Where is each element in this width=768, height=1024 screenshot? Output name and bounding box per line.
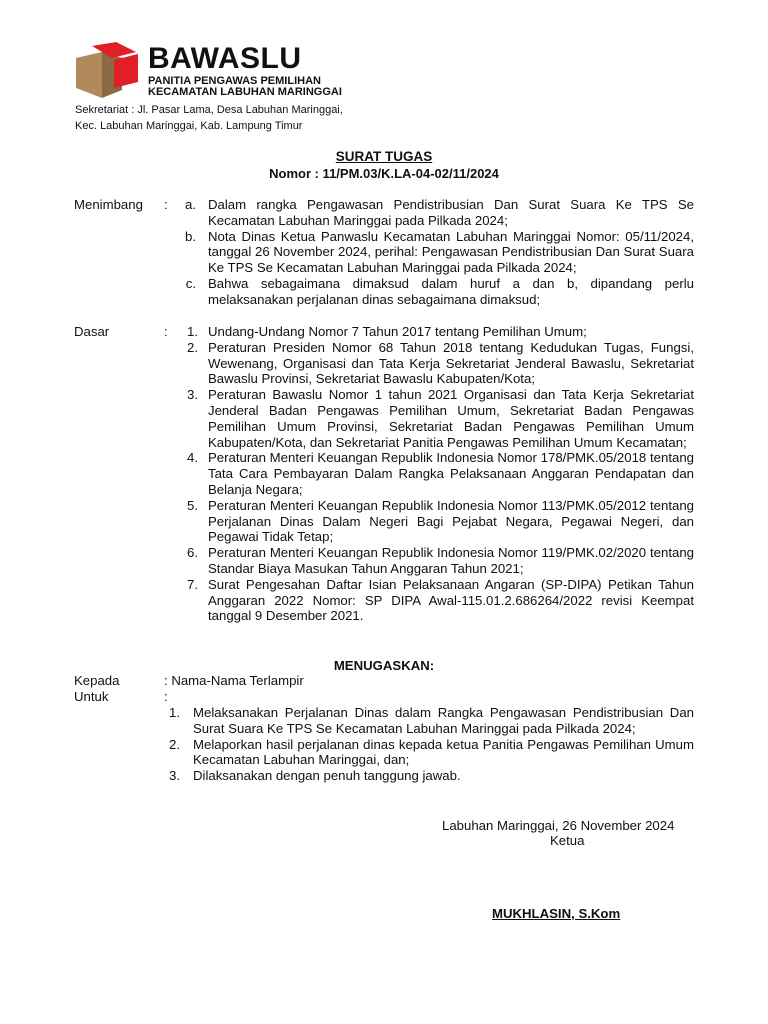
list-marker: 2.	[169, 736, 180, 752]
list-item	[0, 276, 768, 308]
list-item	[0, 768, 768, 784]
list-item	[0, 450, 768, 497]
address	[75, 103, 343, 134]
list-item-text: Peraturan Menteri Keuangan Republik Indonesia Nomor 119/PMK.02/2020 tentang Standar Biaya Masukan Tahun Anggaran Tahun 2021;	[208, 545, 694, 576]
list-marker: 3.	[169, 768, 180, 784]
list-item-text: Dalam rangka Pengawasan Pendistribusian Dan Surat Suara Ke TPS Se Kecamatan Labuhan Maringgai pada Pilkada 2024;	[208, 197, 694, 228]
list-item-text: Peraturan Menteri Keuangan Republik Indonesia Nomor 178/PMK.05/2018 tentang Tata Cara Pembayaran Dalam Rangka Pelaksanaan Anggaran Pendapatan dan Belanja Negara;	[208, 450, 694, 497]
list-item	[0, 324, 768, 340]
kepada-value: : Nama-Nama Terlampir	[164, 673, 304, 688]
list-item-text: Melaporkan hasil perjalanan dinas kepada ketua Panitia Pengawas Pemilihan Umum Kecamatan Labuhan Maringgai, dan;	[193, 736, 694, 768]
list-item-text: Undang-Undang Nomor 7 Tahun 2017 tentang Pemilihan Umum;	[208, 324, 587, 339]
list-item-text: Melaksanakan Perjalanan Dinas dalam Rangka Pengawasan Pendistribusian Dan Surat Suara Ke TPS Se Kecamatan Labuhan Maringgai pada Pilkada 2024;	[193, 705, 694, 736]
menimbang-label: Menimbang	[74, 197, 143, 212]
list-marker: 5.	[187, 497, 198, 513]
list-item-text: Nota Dinas Ketua Panwaslu Kecamatan Labuhan Maringgai Nomor: 05/11/2024, tanggal 26 November 2024, perihal: Pengawasan Pendistribusian Dan Surat Suara Ke TPS Se Kecamatan Labuhan Maringgai pada Pilkada 2024;	[208, 228, 694, 276]
list-item	[0, 705, 768, 737]
menugaskan-heading: MENUGASKAN:	[333, 658, 435, 673]
dasar-label: Dasar	[74, 324, 110, 339]
dasar-colon: :	[164, 324, 168, 339]
brand-name: BAWASLU	[148, 42, 302, 75]
document-title: SURAT TUGAS	[335, 149, 433, 164]
untuk-label: Untuk	[74, 689, 109, 704]
menimbang-colon: :	[164, 197, 168, 212]
bawaslu-emblem-icon	[72, 42, 142, 100]
list-item	[0, 737, 768, 769]
list-item	[0, 577, 768, 624]
list-marker: 3.	[187, 387, 198, 403]
list-item	[0, 229, 768, 276]
list-item-text: Bahwa sebagaimana dimaksud dalam huruf a dan b, dipandang perlu melaksanakan perjalanan dinas sebagaimana dimaksud;	[208, 275, 694, 307]
list-marker: 1.	[169, 705, 180, 720]
list-item-text: Dilaksanakan dengan penuh tanggung jawab.	[193, 768, 461, 784]
list-item	[0, 340, 768, 387]
address-line-1: Sekretariat : Jl. Pasar Lama, Desa Labuhan Maringgai,	[75, 104, 343, 116]
brand-subtitle-2: KECAMATAN LABUHAN MARINGGAI	[148, 86, 342, 98]
list-marker: 1.	[187, 324, 198, 339]
list-marker: 6.	[187, 545, 198, 561]
menimbang-list	[0, 197, 768, 308]
brand-subtitle-1: PANITIA PENGAWAS PEMILIHAN	[148, 75, 321, 87]
list-item	[0, 197, 768, 229]
kepada-label: Kepada	[74, 673, 120, 688]
list-item-text: Peraturan Bawaslu Nomor 1 tahun 2021 Organisasi dan Tata Kerja Sekretariat Jenderal Badan Pengawas Pemilihan Umum, Sekretariat Badan Pengawas Pemilihan Umum Provinsi, Sekretariat Badan Pengawas Pemilihan Umum Kabupaten/Kota, dan Sekretariat Panitia Pengawas Pemilihan Umum Kecamatan;	[208, 387, 694, 450]
address-line-2: Kec. Labuhan Maringgai, Kab. Lampung Timur	[75, 119, 303, 132]
list-item	[0, 545, 768, 577]
untuk-list	[0, 705, 768, 784]
untuk-colon: :	[164, 689, 168, 704]
dasar-list	[0, 324, 768, 624]
list-marker: b.	[185, 228, 196, 244]
list-marker: 7.	[187, 576, 198, 592]
signature-place-date: Labuhan Maringgai, 26 November 2024	[442, 818, 675, 833]
document-number: Nomor : 11/PM.03/K.LA-04-02/11/2024	[269, 166, 499, 181]
list-marker: a.	[185, 197, 196, 212]
list-item-text: Peraturan Menteri Keuangan Republik Indonesia Nomor 113/PMK.05/2012 tentang Perjalanan Dinas Dalam Negeri Bagi Pejabat Negara, Pegawai Negeri, dan Pegawai Tidak Tetap;	[208, 497, 694, 545]
list-marker: 2.	[187, 339, 198, 355]
list-item	[0, 498, 768, 545]
list-item	[0, 387, 768, 450]
list-marker: c.	[185, 275, 196, 291]
signer-name: MUKHLASIN, S.Kom	[492, 906, 621, 921]
list-item-text: Peraturan Presiden Nomor 68 Tahun 2018 tentang Kedudukan Tugas, Fungsi, Wewenang, Organisasi dan Tata Kerja Sekretariat Jenderal Bawaslu, Sekretariat Bawaslu Provinsi, Sekretariat Bawaslu Kabupaten/Kota;	[208, 339, 694, 387]
list-item-text: Surat Pengesahan Daftar Isian Pelaksanaan Angaran (SP-DIPA) Petikan Tahun Anggaran 2022 Nomor: SP DIPA Awal-115.01.2.686264/2022 revisi Keempat tanggal 9 Desember 2021.	[208, 576, 694, 624]
bawaslu-logo	[72, 42, 348, 100]
list-marker: 4.	[187, 450, 198, 466]
signature-role: Ketua	[550, 833, 585, 848]
